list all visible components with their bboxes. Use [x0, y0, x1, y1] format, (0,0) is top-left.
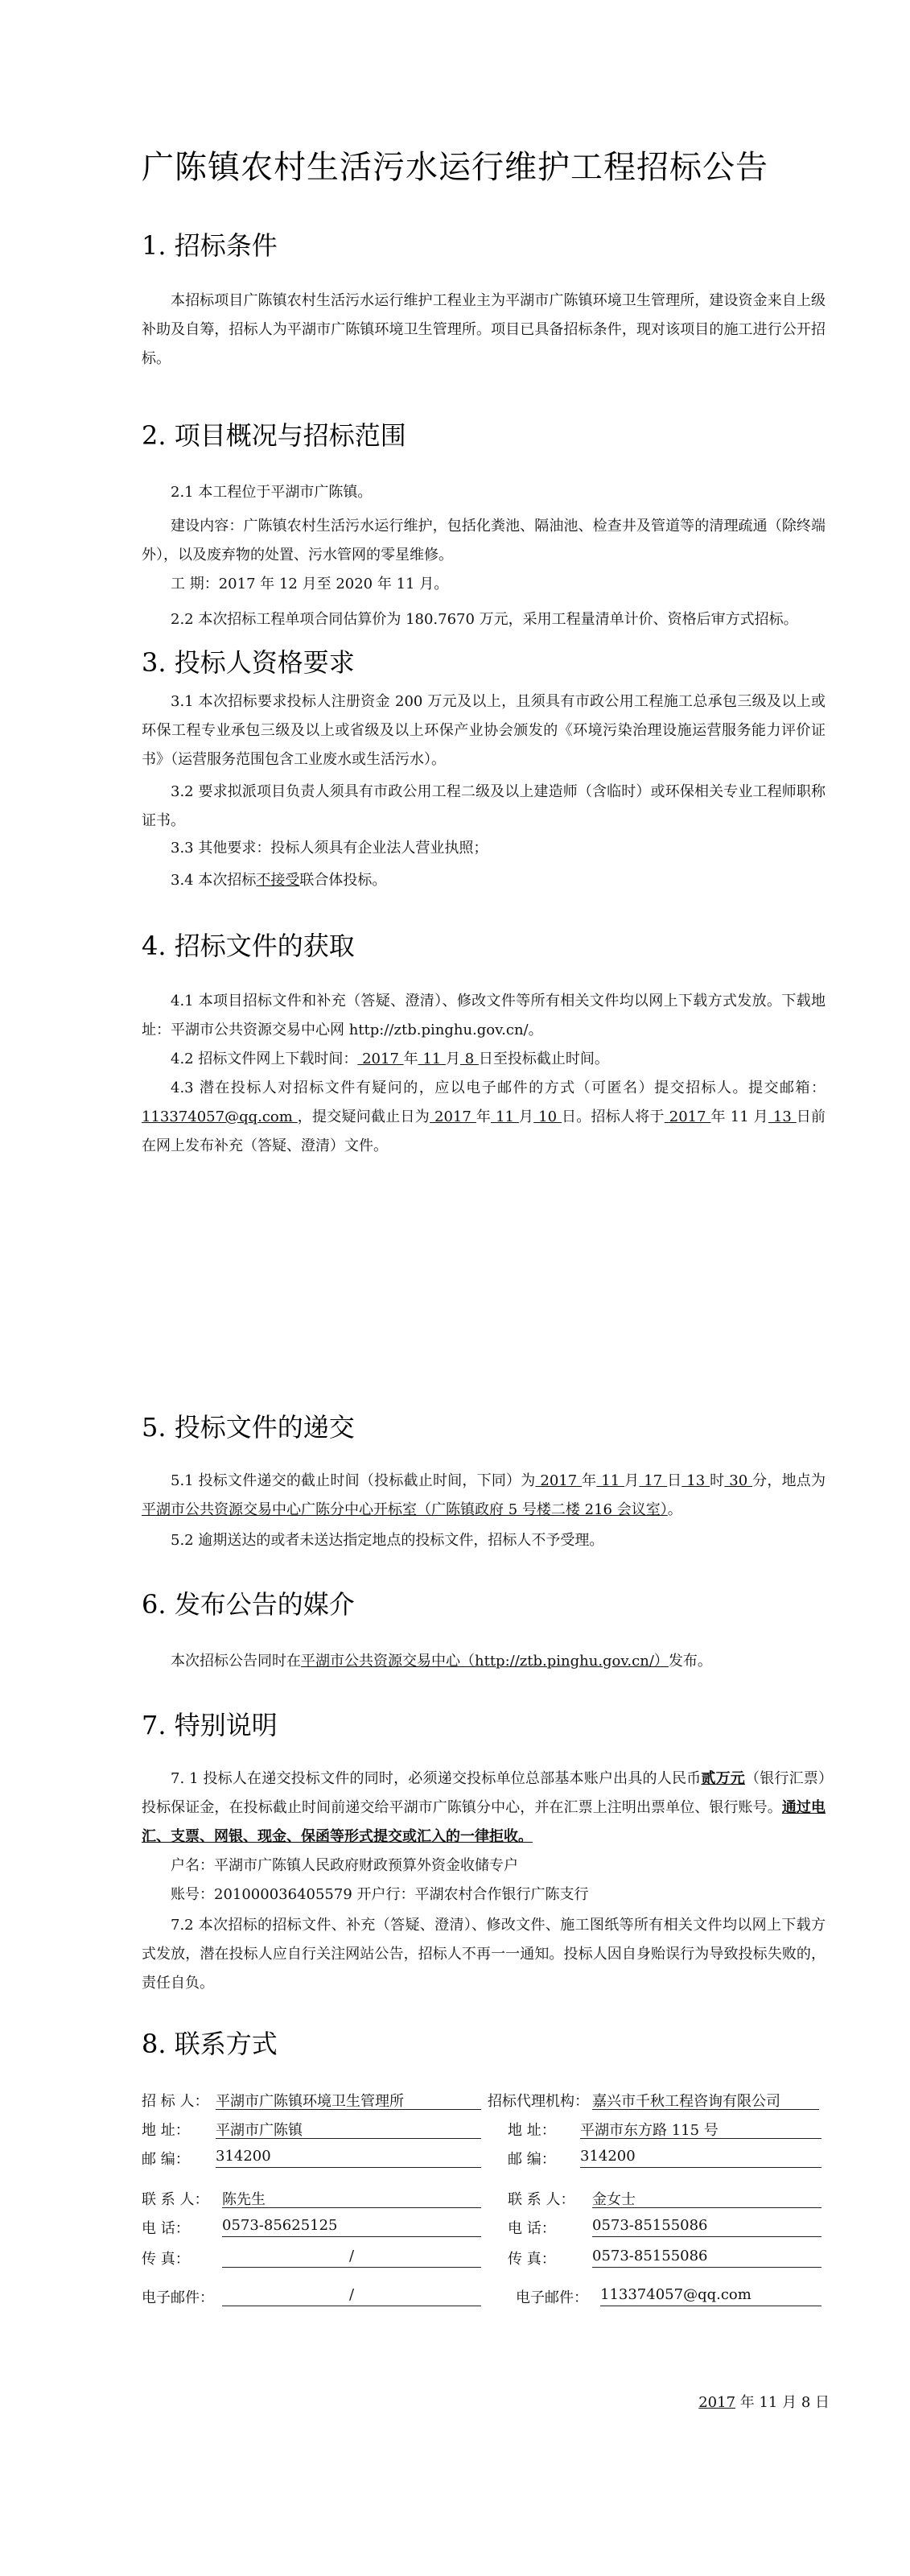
text-run: 月	[445, 1051, 460, 1067]
section-7-account-number: 账号：201000036405579 开户行：平湖农村合作银行广陈支行	[171, 1886, 589, 1903]
text-run: 日。招标人将于	[562, 1108, 665, 1125]
contact-value: 平湖市广陈镇环境卫生管理所	[216, 2090, 481, 2110]
issue-date	[698, 2391, 830, 2412]
contact-label: 招标代理机构：	[488, 2093, 589, 2110]
contact-label: 传 真：	[508, 2251, 556, 2268]
page-title: 广陈镇农村生活污水运行维护工程招标公告	[142, 149, 768, 186]
section-1-paragraph: 本招标项目广陈镇农村生活污水运行维护工程业主为平湖市广陈镇环境卫生管理所，建设资金来自上级补助及自筹，招标人为平湖市广陈镇环境卫生管理所。项目已具备招标条件，现对该项目的施工进行公开招标。	[142, 292, 826, 367]
section-6-heading: 6. 发布公告的媒介	[142, 1589, 355, 1620]
underlined-text: 11	[596, 1472, 625, 1489]
underlined-text: 13	[768, 1108, 797, 1125]
text-run: ，提交疑问截止日为	[297, 1108, 430, 1125]
contact-label: 地 址：	[142, 2122, 190, 2139]
section-1-heading: 1. 招标条件	[142, 230, 278, 261]
section-4-heading: 4. 招标文件的获取	[142, 931, 355, 961]
contact-value: 金女士	[592, 2188, 821, 2208]
section-2-paragraph-4: 2.2 本次招标工程单项合同估算价为 180.7670 万元，采用工程量清单计价、资格后审方式招标。	[171, 611, 798, 628]
contact-label: 邮 编：	[142, 2151, 190, 2168]
section-7-account-name: 户名：平湖市广陈镇人民政府财政预算外资金收储专户	[171, 1857, 518, 1874]
contact-value: 嘉兴市千秋工程咨询有限公司	[592, 2090, 819, 2110]
text-run: 7. 1 投标人在递交投标文件的同时，必须递交投标单位总部基本账户出具的人民币	[171, 1770, 702, 1787]
text-run: 日至投标截止时间。	[478, 1051, 609, 1067]
contact-label: 传 真：	[142, 2251, 190, 2268]
contact-label: 招 标 人：	[142, 2093, 209, 2110]
contact-value: 0573-85155086	[592, 2217, 821, 2237]
contact-label: 地 址：	[508, 2122, 556, 2139]
section-3-paragraph-3: 3.3 其他要求：投标人须具有企业法人营业执照；	[171, 840, 488, 857]
section-7-paragraph-1	[142, 1765, 826, 1852]
underlined-text: 11	[418, 1051, 446, 1067]
contact-label: 电子邮件：	[516, 2289, 588, 2306]
section-3-heading: 3. 投标人资格要求	[142, 647, 355, 678]
contact-row	[142, 2148, 834, 2172]
section-4-paragraph-2	[142, 1045, 826, 1074]
text-run: 发布。	[668, 1653, 712, 1670]
emphasis-text: 通过电汇、支票、网银、现金、保函等形式提交或汇入的一律拒收。	[142, 1799, 826, 1845]
text-run: 年 11 月	[710, 1108, 768, 1125]
section-3-paragraph-2: 3.2 要求拟派项目负责人须具有市政公用工程二级及以上建造师（含临时）或环保相关专业工程师职称证书。	[142, 783, 826, 829]
underlined-text: 30	[724, 1472, 753, 1489]
contact-value: 314200	[580, 2148, 821, 2168]
underlined-text: 13	[681, 1472, 710, 1489]
underlined-text: 2017	[664, 1108, 711, 1125]
section-5-paragraph-1	[142, 1467, 826, 1525]
underlined-text: 2017	[357, 1051, 404, 1067]
underlined-text: 17	[639, 1472, 668, 1489]
contact-row	[142, 2119, 834, 2143]
section-8-heading: 8. 联系方式	[142, 2029, 278, 2059]
section-7-heading: 7. 特别说明	[142, 1710, 278, 1740]
contact-row	[142, 2188, 834, 2212]
underlined-text: 2017	[535, 1472, 583, 1489]
text-run: 年	[476, 1108, 492, 1125]
date-year: 2017	[698, 2394, 736, 2411]
contact-value: 陈先生	[222, 2188, 481, 2208]
section-5-paragraph-2: 5.2 逾期送达的或者未送达指定地点的投标文件，招标人不予受理。	[171, 1532, 604, 1549]
underlined-text: 10	[533, 1108, 562, 1125]
text-run: 联合体投标。	[299, 872, 387, 889]
section-5-heading: 5. 投标文件的递交	[142, 1412, 355, 1443]
text-run: 分，地点为	[752, 1472, 826, 1489]
contact-value: 平湖市广陈镇	[216, 2119, 481, 2139]
section-2-paragraph-1: 2.1 本工程位于平湖市广陈镇。	[171, 484, 373, 501]
text-run: 月	[624, 1472, 640, 1489]
text-run: 月	[518, 1108, 534, 1125]
contact-label: 联 系 人：	[508, 2191, 575, 2208]
date-rest: 年 11 月 8 日	[735, 2394, 830, 2411]
contact-value: 0573-85155086	[592, 2248, 821, 2268]
section-2-paragraph-3: 工 期：2017 年 12 月至 2020 年 11 月。	[171, 576, 449, 592]
contact-value: 0573-85625125	[222, 2217, 481, 2237]
section-2-heading: 2. 项目概况与招标范围	[142, 420, 406, 451]
contact-label: 联 系 人：	[142, 2191, 209, 2208]
email-link[interactable]: 113374057@qq.com	[142, 1108, 298, 1125]
contact-row	[142, 2248, 834, 2272]
underlined-text: 11	[491, 1108, 519, 1125]
contact-label: 电 话：	[142, 2220, 190, 2237]
text-run: 日	[667, 1472, 682, 1489]
section-7-paragraph-2: 7.2 本次招标的招标文件、补充（答疑、澄清）、修改文件、施工图纸等所有相关文件均以网上下载方式发放，潜在投标人应自行关注网站公告，招标人不再一一通知。投标人因自身贻误行为导致投标失败的，责任自负。	[142, 1917, 826, 1992]
text-run: 4.3 潜在投标人对招标文件有疑问的，应以电子邮件的方式（可匿名）提交招标人。提交邮箱：	[171, 1080, 826, 1096]
contact-value: 平湖市东方路 115 号	[580, 2119, 821, 2139]
emphasis-text: 贰万元	[701, 1770, 745, 1787]
text-run: 年	[582, 1472, 597, 1489]
section-3-paragraph-1: 3.1 本次招标要求投标人注册资金 200 万元及以上，且须具有市政公用工程施工总承包三级及以上或环保工程专业承包三级及以上或省级及以上环保产业协会颁发的《环境污染治理设施运营服务能力评价证书》（运营服务范围包含工业废水或生活污水）。	[142, 693, 826, 768]
text-run: 4.2 招标文件网上下载时间：	[171, 1051, 358, 1067]
text-run: 时	[710, 1472, 725, 1489]
underlined-text: 平湖市公共资源交易中心广陈分中心开标室（广陈镇政府 5 号楼二楼 216 会议室）	[142, 1501, 668, 1518]
contact-row	[142, 2217, 834, 2241]
contact-value: /	[222, 2248, 481, 2268]
contact-label: 电 话：	[508, 2220, 556, 2237]
underlined-text: 不接受	[256, 872, 300, 889]
contact-value[interactable]: 113374057@qq.com	[600, 2286, 821, 2306]
contact-label: 电子邮件：	[142, 2289, 214, 2306]
section-4-paragraph-1: 4.1 本项目招标文件和补充（答疑、澄清）、修改文件等所有相关文件均以网上下载方式发放。下载地址：平湖市公共资源交易中心网 http://ztb.pinghu.gov.cn/。	[142, 993, 826, 1038]
website-link[interactable]: 平湖市公共资源交易中心（http://ztb.pinghu.gov.cn/）	[301, 1653, 669, 1670]
underlined-text: 2017	[430, 1108, 476, 1125]
text-run: 日前在网上发布补充（答疑、澄清）文件。	[142, 1108, 826, 1154]
contact-value: 314200	[216, 2148, 481, 2168]
section-4-paragraph-3	[142, 1074, 826, 1161]
text-run: 3.4 本次招标	[171, 872, 257, 889]
contact-value: /	[222, 2286, 481, 2306]
text-run: （银行汇票）投标保证金，在投标截止时间前递交给平湖市广陈镇分中心，并在汇票上注明出票单位、银行账号。	[142, 1770, 826, 1816]
contact-row	[142, 2286, 834, 2310]
contact-label: 邮 编：	[508, 2151, 556, 2168]
section-2-paragraph-2: 建设内容：广陈镇农村生活污水运行维护，包括化粪池、隔油池、检查井及管道等的清理疏通（除终端外），以及废弃物的处置、污水管网的零星维修。	[142, 518, 826, 564]
text-run: 年	[403, 1051, 418, 1067]
text-run: 5.1 投标文件递交的截止时间（投标截止时间，下同）为	[171, 1472, 536, 1489]
section-6-paragraph	[142, 1647, 826, 1676]
section-3-paragraph-4	[142, 866, 826, 895]
underlined-text: 8	[459, 1051, 479, 1067]
contact-row	[142, 2090, 834, 2114]
text-run: 。	[667, 1501, 682, 1518]
text-run: 本次招标公告同时在	[171, 1653, 301, 1670]
